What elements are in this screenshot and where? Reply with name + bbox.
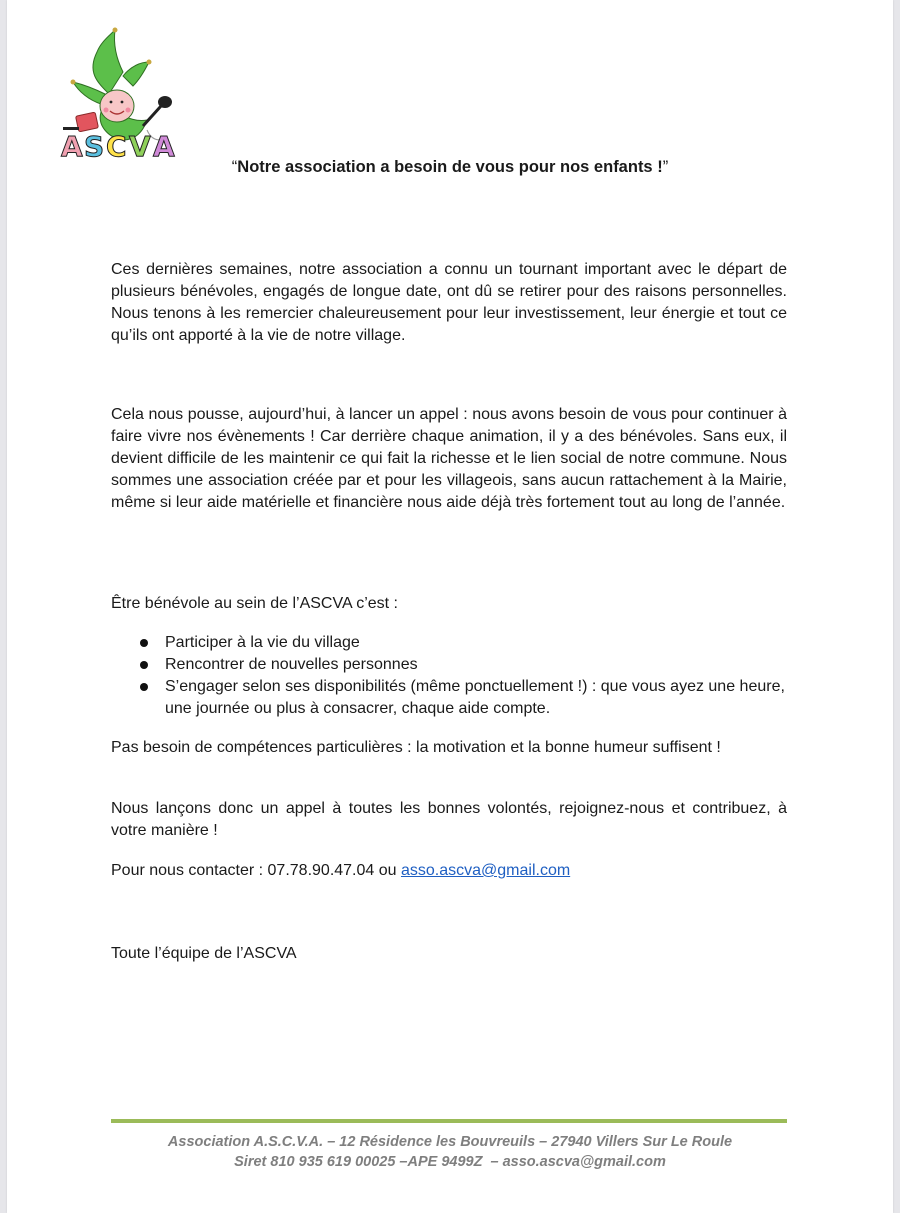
jester-mascot-icon bbox=[57, 22, 185, 162]
paragraph-departure: Ces dernières semaines, notre association a connu un tournant important avec le départ de plusieurs bénévoles, engagés de longue date, ont dû se retirer pour des raisons personnelles. Nous tenons à les remercier chaleureusement pour leur investissement, leur énergie et tout ce qu’ils ont apporté à la vie de notre village. bbox=[111, 261, 787, 344]
paragraph-no-skills: Pas besoin de compétences particulières : la motivation et la bonne humeur suffisent ! bbox=[111, 739, 721, 756]
contact-line bbox=[111, 860, 787, 882]
list-item: Rencontrer de nouvelles personnes bbox=[111, 654, 787, 676]
contact-email-link[interactable]: asso.ascva@gmail.com bbox=[400, 862, 571, 879]
contact-prefix: Pour nous contacter : 07.78.90.47.04 ou bbox=[111, 862, 401, 879]
ascva-logo bbox=[57, 22, 185, 162]
footer-registration: Siret 810 935 619 00025 –APE 9499Z – asso.ascva@gmail.com bbox=[234, 1154, 666, 1170]
signature: Toute l’équipe de l’ASCVA bbox=[111, 945, 297, 962]
title-close-quote: ” bbox=[662, 158, 669, 176]
footer bbox=[7, 1132, 893, 1172]
paragraph-call: Nous lançons donc un appel à toutes les bonnes volontés, rejoignez-nous et contribuez, à votre manière ! bbox=[111, 800, 787, 839]
svg-text:V: V bbox=[129, 130, 151, 162]
svg-text:C: C bbox=[106, 130, 127, 162]
svg-text:A: A bbox=[61, 130, 83, 162]
paragraph-appeal: Cela nous pousse, aujourd’hui, à lancer un appel : nous avons besoin de vous pour continuer à faire vivre nos évènements ! Car derrière chaque animation, il y a des bénévoles. Sans eux, il devient difficile de les maintenir ce qui fait la richesse et le lien social de notre commune. Nous sommes une association créée par et pour les villageois, sans aucun rattachement à la Mairie, même si leur aide matérielle et financière nous aide déjà très fortement tout au long de l’année. bbox=[111, 406, 787, 511]
benefits-list bbox=[111, 632, 787, 720]
document-page bbox=[7, 0, 893, 1213]
svg-text:A: A bbox=[153, 130, 175, 162]
footer-address: Association A.S.C.V.A. – 12 Résidence les Bouvreuils – 27940 Villers Sur Le Roule bbox=[167, 1134, 733, 1150]
title-open-quote: “ bbox=[231, 158, 238, 176]
list-item: S’engager selon ses disponibilités (même ponctuellement !) : que vous ayez une heure, une journée ou plus à consacrer, chaque aide compte. bbox=[111, 676, 787, 720]
svg-text:S: S bbox=[84, 130, 105, 162]
footer-divider bbox=[111, 1119, 787, 1123]
page-title bbox=[7, 158, 893, 177]
title-text: Notre association a besoin de vous pour nos enfants ! bbox=[237, 158, 663, 176]
list-intro: Être bénévole au sein de l’ASCVA c’est : bbox=[111, 595, 398, 612]
list-item: Participer à la vie du village bbox=[111, 632, 787, 654]
